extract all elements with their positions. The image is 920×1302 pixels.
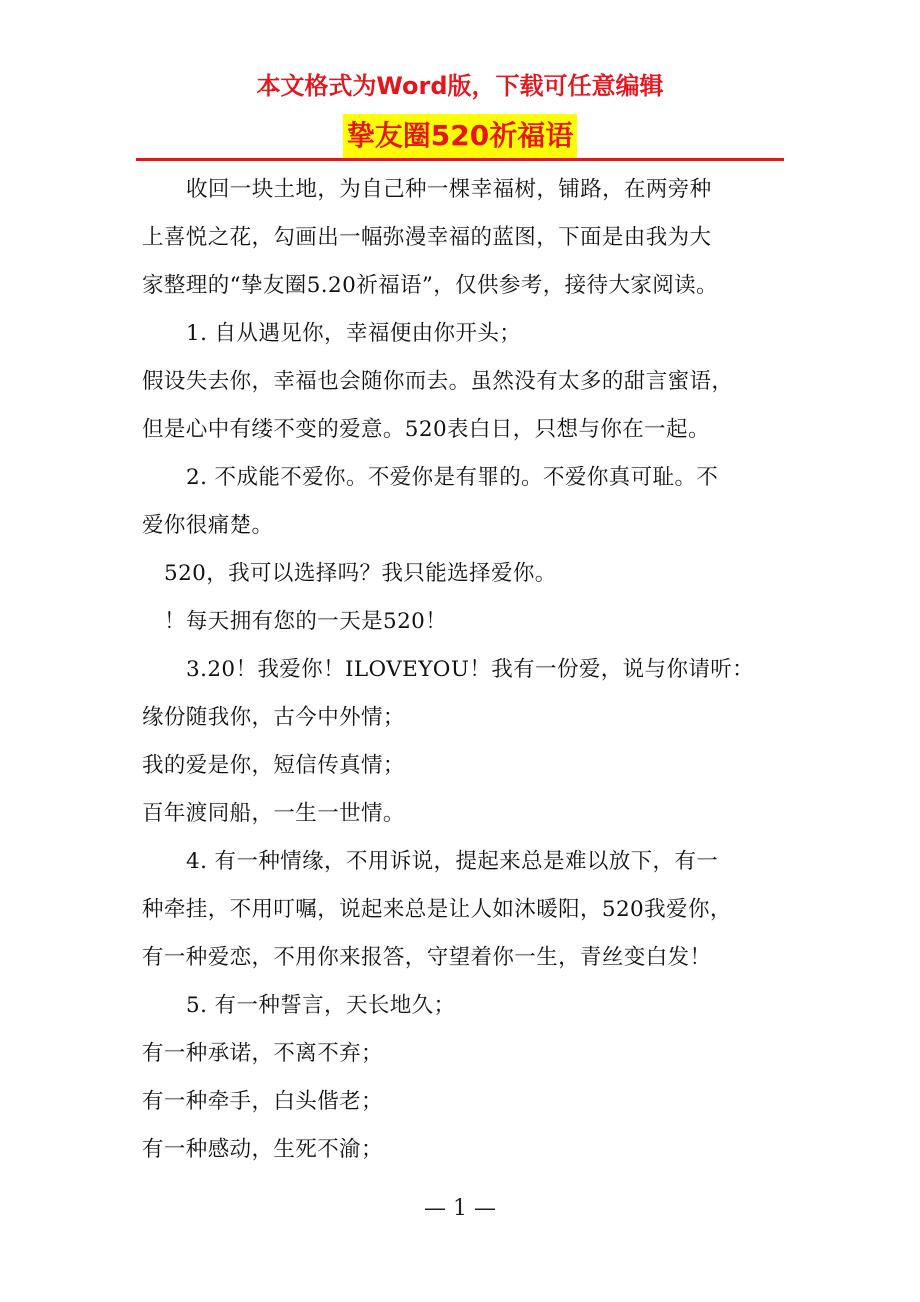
paragraph-line: 有一种爱恋，不用你来报答，守望着你一生，青丝变白发！ — [142, 945, 712, 970]
paragraph-line: 我的爱是你，短信传真情； — [142, 753, 405, 778]
paragraph-line: 1. 自从遇见你，幸福便由你开头； — [186, 321, 522, 346]
paragraph-line: 上喜悦之花，勾画出一幅弥漫幸福的蓝图，下面是由我为大 — [142, 225, 712, 250]
paragraph-line: 3.20！我爱你！ILOVEYOU！我有一份爱，说与你请听： — [186, 657, 755, 682]
document-title: 挚友圈520祈福语 — [343, 114, 577, 158]
paragraph-line: 家整理的“挚友圈5.20祈福语”，仅供参考，接待大家阅读。 — [142, 273, 718, 298]
paragraph-line: 4. 有一种情缘，不用诉说，提起来总是难以放下，有一 — [186, 849, 719, 874]
title-divider — [136, 158, 784, 161]
paragraph-line: 爱你很痛楚。 — [142, 513, 274, 538]
paragraph-line: 但是心中有缕不变的爱意。520表白日，只想与你在一起。 — [142, 417, 710, 442]
page-number: — 1 — — [424, 1196, 496, 1221]
paragraph-line: 有一种牵手，白头偕老； — [142, 1089, 383, 1114]
paragraph-line: 种牵挂，不用叮嘱，说起来总是让人如沐暖阳，520我爱你， — [142, 897, 732, 922]
paragraph-line: 520，我可以选择吗？我只能选择爱你。 — [164, 561, 557, 586]
paragraph-line: 假设失去你，幸福也会随你而去。虽然没有太多的甜言蜜语， — [142, 369, 734, 394]
title-container — [0, 114, 920, 158]
paragraph-line: 5. 有一种誓言，天长地久； — [186, 993, 456, 1018]
paragraph-line: 2. 不成能不爱你。不爱你是有罪的。不爱你真可耻。不 — [186, 465, 719, 490]
document-body — [142, 166, 792, 1174]
paragraph-line: 收回一块土地，为自己种一棵幸福树，铺路，在两旁种 — [186, 177, 712, 202]
paragraph-line: ！每天拥有您的一天是520！ — [164, 609, 448, 634]
paragraph-line: 百年渡同船，一生一世情。 — [142, 801, 405, 826]
paragraph-line: 缘份随我你，古今中外情； — [142, 705, 405, 730]
format-notice: 本文格式为Word版，下载可任意编辑 — [256, 72, 664, 100]
paragraph-line: 有一种感动，生死不渝； — [142, 1137, 383, 1162]
paragraph-line: 有一种承诺，不离不弃； — [142, 1041, 383, 1066]
